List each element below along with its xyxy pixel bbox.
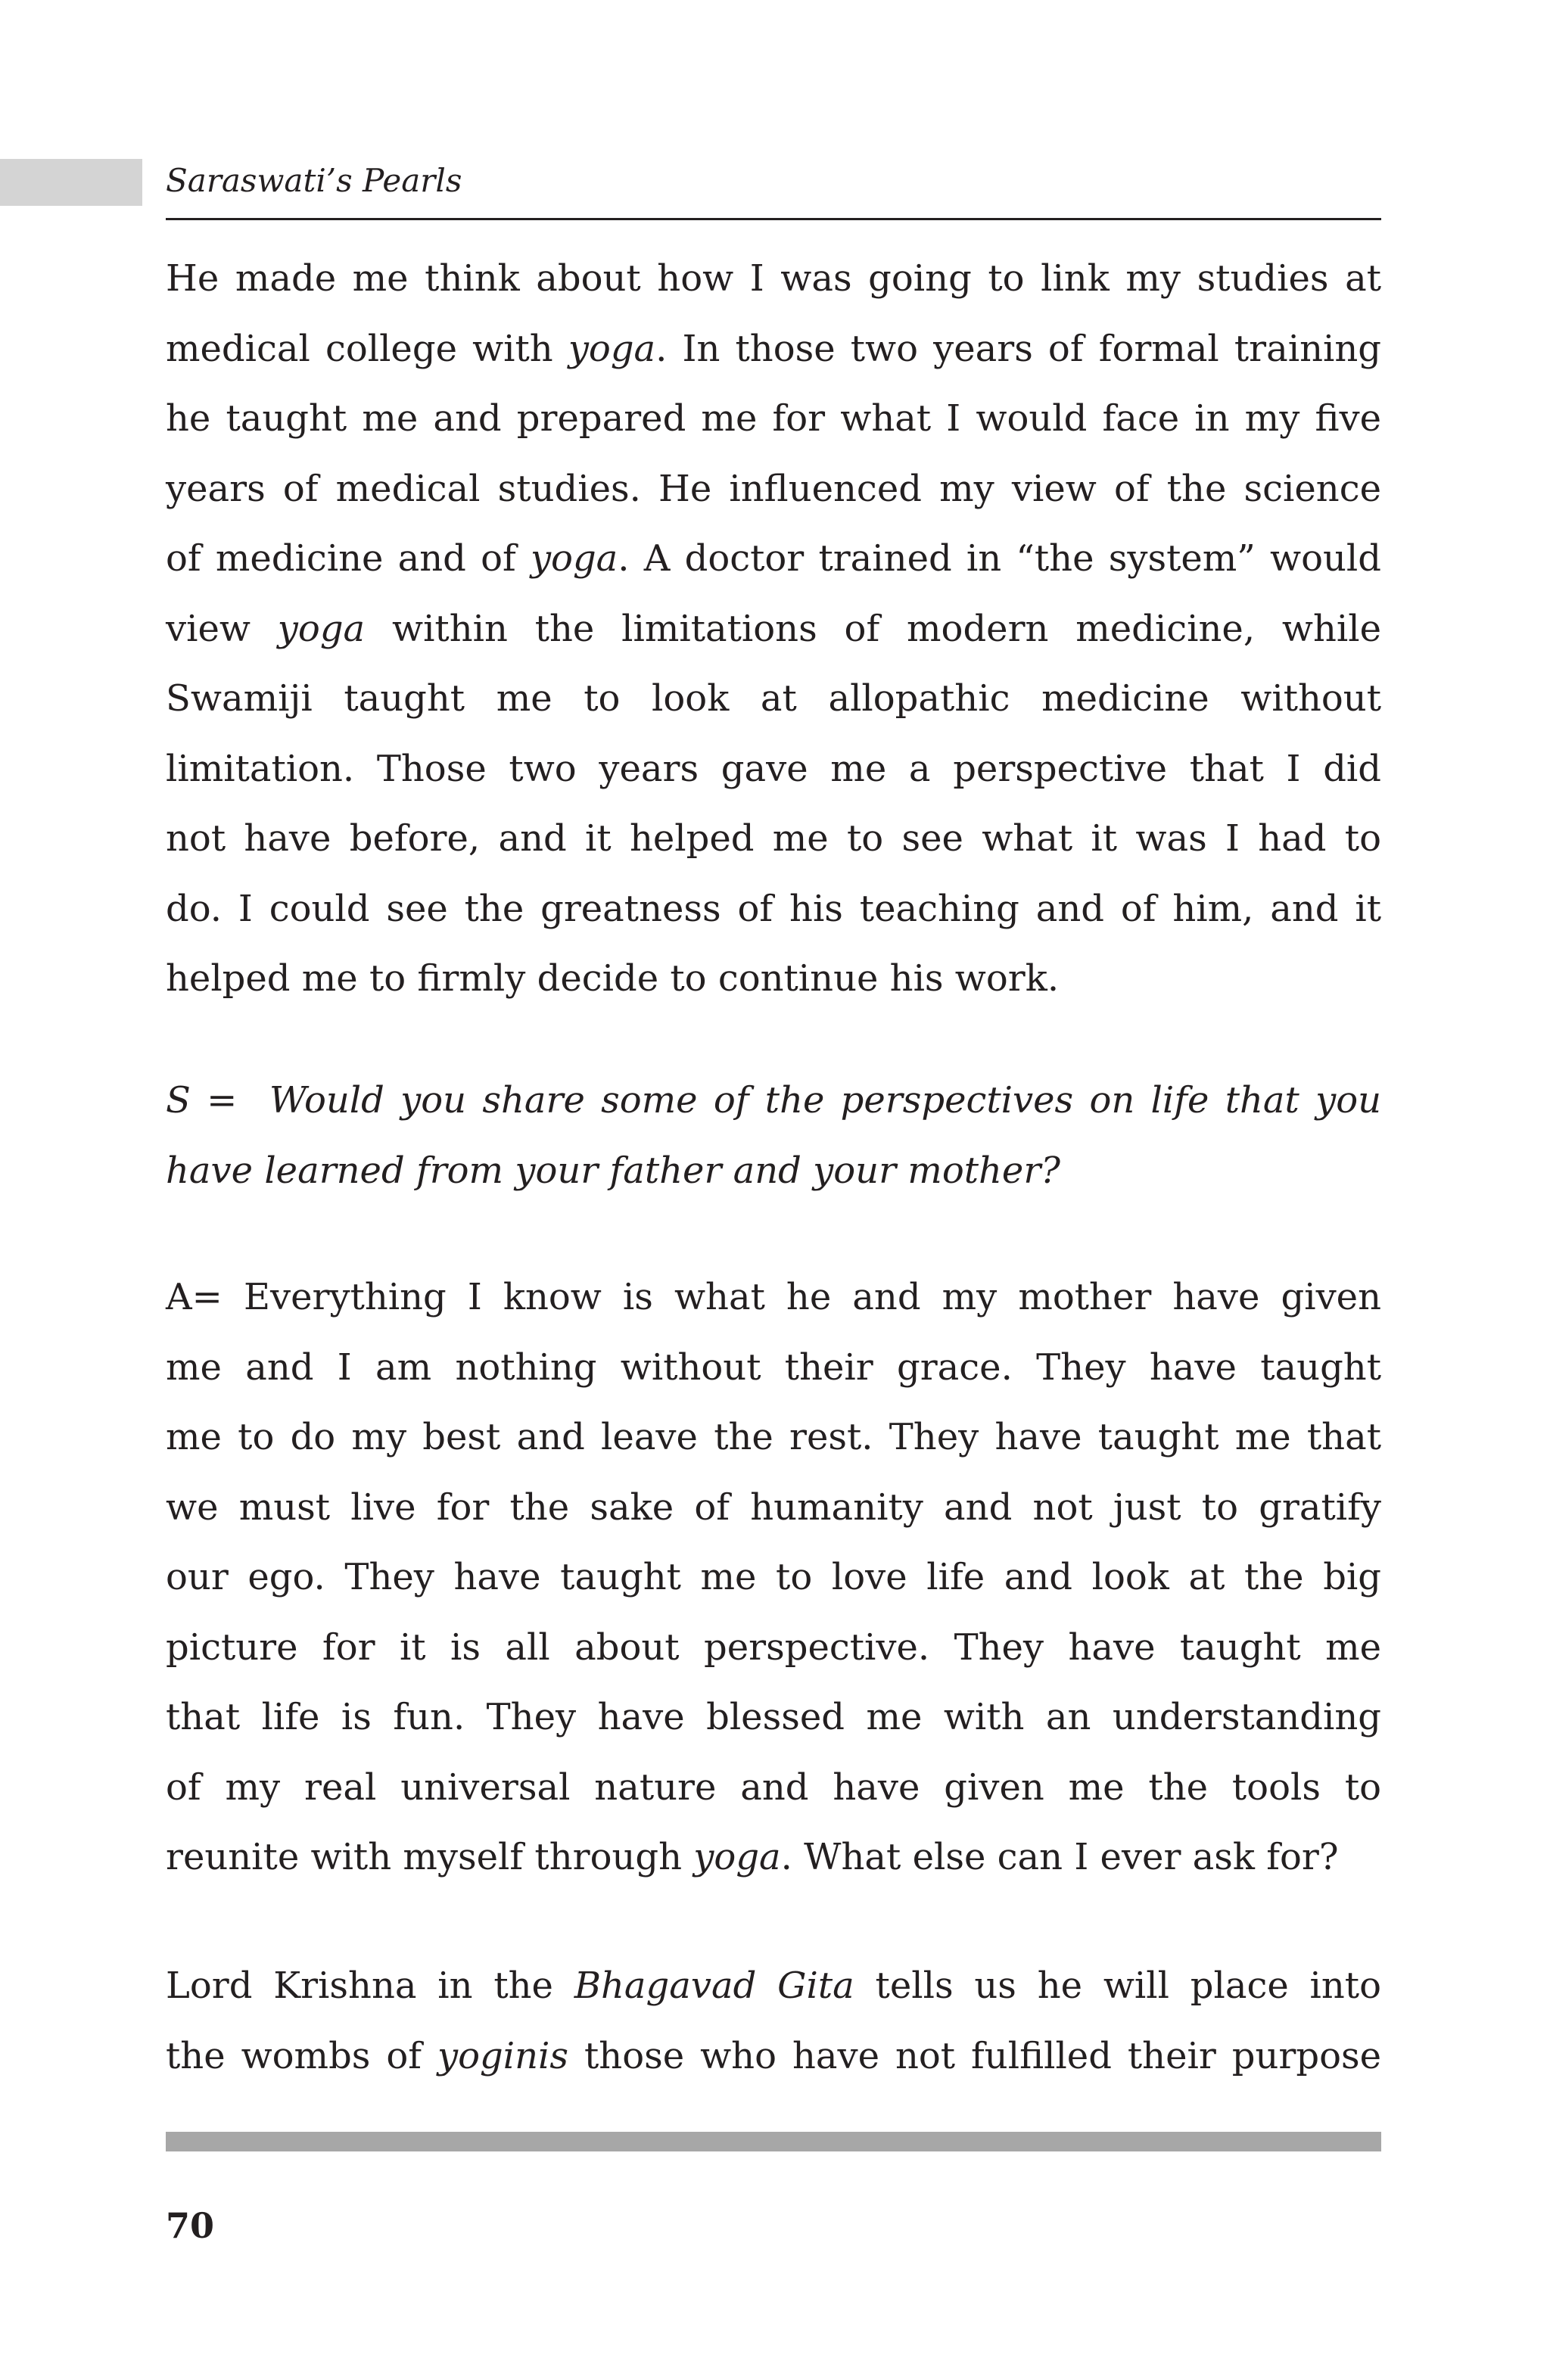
text-line: years of medical studies. He influenced my view of the science [166,467,1381,510]
header-rule [166,218,1381,220]
text-line: do. I could see the greatness of his teaching and of him, and it [166,887,1381,930]
text-line: helped me to firmly decide to continue his work. [166,957,1060,1000]
answer-paragraph [166,1262,1381,1893]
question-paragraph [166,1066,1381,1206]
paragraph [166,1951,1381,2091]
text-line: the wombs of yoginis those who have not fulfilled their purpose [166,2034,1382,2077]
page-number: 70 [166,2205,215,2246]
text-line: S = Would you share some of the perspectives on life that you [166,1079,1381,1122]
text-line: reunite with myself through yoga. What else can I ever ask for? [166,1836,1339,1878]
text-line: me and I am nothing without their grace. They have taught [166,1346,1381,1389]
text-line: A= Everything I know is what he and my mother have given [166,1276,1381,1318]
text-line: we must live for the sake of humanity and not just to gratify [166,1486,1381,1529]
text-line: our ego. They have taught me to love life and look at the big [166,1556,1381,1598]
paragraph [166,244,1381,1014]
text-line: have learned from your father and your mother? [166,1149,1060,1192]
text-line: he taught me and prepared me for what I would face in my five [166,397,1381,440]
text-line: medical college with yoga. In those two years of formal training [166,327,1381,370]
running-head: Saraswati’s Pearls [166,162,462,199]
text-line: of my real universal nature and have given me the tools to [166,1766,1381,1809]
header-tab [0,159,142,206]
text-line: Swamiji taught me to look at allopathic medicine without [166,677,1381,720]
text-line: view yoga within the limitations of modern medicine, while [166,607,1382,650]
footer-bar [166,2132,1381,2151]
text-line: picture for it is all about perspective. They have taught me [166,1626,1381,1669]
text-line: that life is fun. They have blessed me with an understanding [166,1696,1381,1738]
text-line: limitation. Those two years gave me a perspective that I did [166,747,1381,790]
text-line: of medicine and of yoga. A doctor trained in “the system” would [166,537,1382,580]
text-line: Lord Krishna in the Bhagavad Gita tells us he will place into [166,1965,1381,2007]
text-line: not have before, and it helped me to see what it was I had to [166,817,1381,860]
text-line: He made me think about how I was going to link my studies at [166,257,1381,300]
text-line: me to do my best and leave the rest. They have taught me that [166,1416,1381,1458]
